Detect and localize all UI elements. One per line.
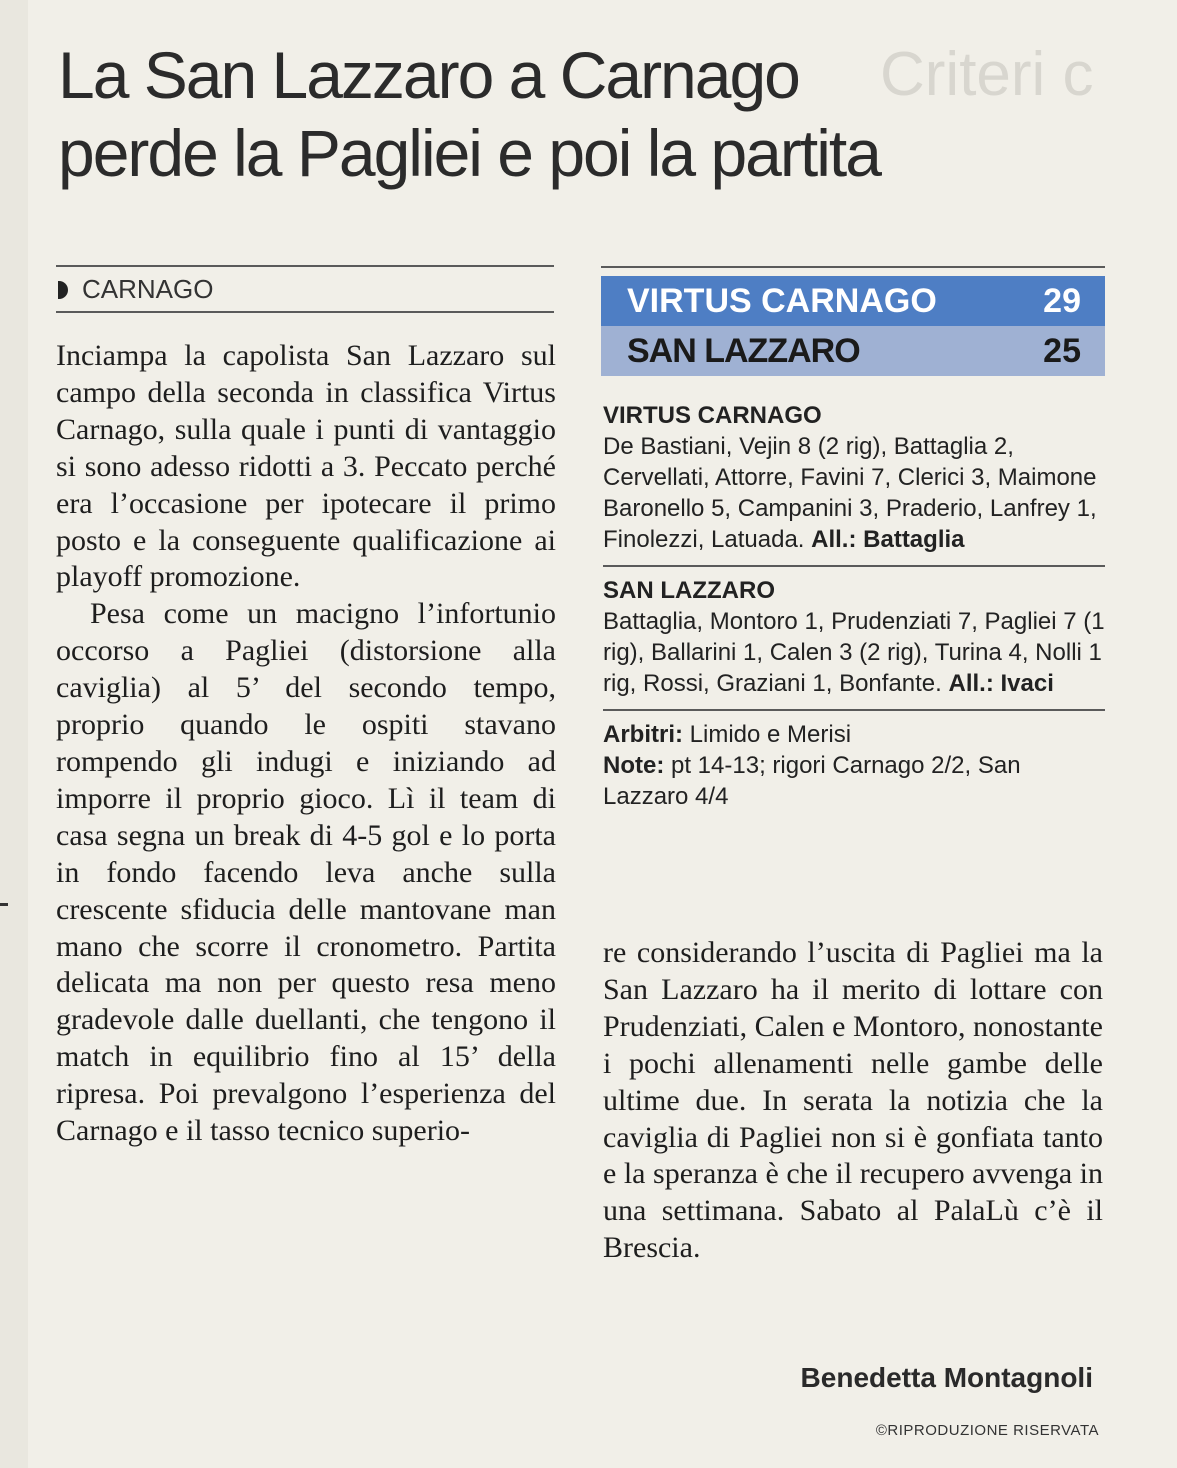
away-players: Battaglia, Montoro 1, Prudenziati 7, Pagliei 7 (1 rig), Ballarini 1, Calen 3 (2 rig), Turina 4, Nolli 1 rig, Rossi, Graziani 1, Bonfante. (603, 608, 1105, 697)
home-lineup (603, 400, 1105, 555)
away-lineup-title: SAN LAZZARO (603, 577, 775, 604)
referees: Limido e Merisi (689, 721, 852, 748)
article-body-right (603, 935, 1103, 1267)
away-coach-label: All.: (948, 670, 994, 697)
page-bleed (0, 0, 28, 1468)
lineup-divider-2 (603, 709, 1105, 711)
lineups-box (603, 400, 1105, 822)
lineup-divider-1 (603, 565, 1105, 567)
kicker-top-rule (56, 265, 554, 267)
paragraph-3: re considerando l’uscita di Pagliei ma la San Lazzaro ha il merito di lottare con Prudenziati, Calen e Montoro, nonostante i pochi allenamenti nelle gambe delle ultime due. In serata la notizia che la caviglia di Pagliei non si è gonfiata tanto e la speranza è che il recupero avvenga in una settimana. Sabato al PalaLù c’è il Brescia. (603, 936, 1103, 1265)
kicker-label: CARNAGO (82, 274, 214, 304)
home-lineup-text (603, 431, 1105, 555)
byline: Benedetta Montagnoli (800, 1362, 1093, 1393)
away-lineup-text (603, 606, 1105, 699)
home-score-row (601, 276, 1105, 326)
away-score-row (601, 326, 1105, 376)
edge-mark (0, 903, 8, 906)
away-team-name: SAN LAZZARO (627, 331, 860, 370)
article-body-left (56, 338, 556, 1150)
home-score: 29 (1043, 281, 1081, 320)
home-players: De Bastiani, Vejin 8 (2 rig), Battaglia 2, Cervellati, Attorre, Favini 7, Clerici 3, Maimone Baronello 5, Campanini 3, Praderio, Lanfrey 1, Finolezzi, Latuada. (603, 433, 1097, 553)
kicker-marker-icon (58, 281, 68, 299)
headline (58, 36, 1058, 192)
headline-line-1: La San Lazzaro a Carnago (58, 38, 799, 112)
away-coach: Ivaci (1000, 670, 1054, 697)
away-score: 25 (1043, 331, 1081, 370)
adjacent-article-ghost: Criteri c (880, 40, 1094, 109)
paragraph-1: Inciampa la capolista San Lazzaro sul campo della seconda in classifica Virtus Carnago, sulla quale i punti di vantaggio si sono adesso ridotti a 3. Peccato perché era l’occasione per ipotecare il primo posto e la conseguente qualificazione ai playoff promozione. (56, 339, 556, 594)
scoreboard-top-rule (601, 266, 1105, 268)
paragraph-2: Pesa come un macigno l’infortunio occorso a Pagliei (distorsione alla caviglia) al 5’ del secondo tempo, proprio quando le ospiti stavano rompendo gli indugi e iniziando ad imporre il proprio gioco. Lì il team di casa segna un break di 4-5 gol e lo porta in fondo facendo leva anche sulla crescente sfiducia delle mantovane man mano che scorre il cronometro. Partita delicata ma non per questo resa meno gradevole dalle duellanti, che tengono il match in equilibrio fino al 15’ della ripresa. Poi prevalgono l’esperienza del Carnago e il tasso tecnico superio- (56, 597, 556, 1148)
home-coach: Battaglia (863, 526, 965, 553)
kicker-bottom-rule (56, 311, 554, 313)
referees-line (603, 719, 1105, 750)
notes-line (603, 750, 1105, 812)
home-lineup-title: VIRTUS CARNAGO (603, 402, 822, 429)
notes-label: Note: (603, 752, 665, 779)
kicker (58, 274, 213, 305)
away-lineup (603, 575, 1105, 699)
home-coach-label: All.: (811, 526, 857, 553)
copyright-notice: ©RIPRODUZIONE RISERVATA (875, 1422, 1099, 1439)
headline-line-2: perde la Pagliei e poi la partita (58, 116, 880, 190)
match-info (603, 719, 1105, 812)
scoreboard (601, 276, 1105, 376)
home-team-name: VIRTUS CARNAGO (627, 281, 937, 320)
notes: pt 14-13; rigori Carnago 2/2, San Lazzaro 4/4 (603, 752, 1021, 810)
referees-label: Arbitri: (603, 721, 683, 748)
